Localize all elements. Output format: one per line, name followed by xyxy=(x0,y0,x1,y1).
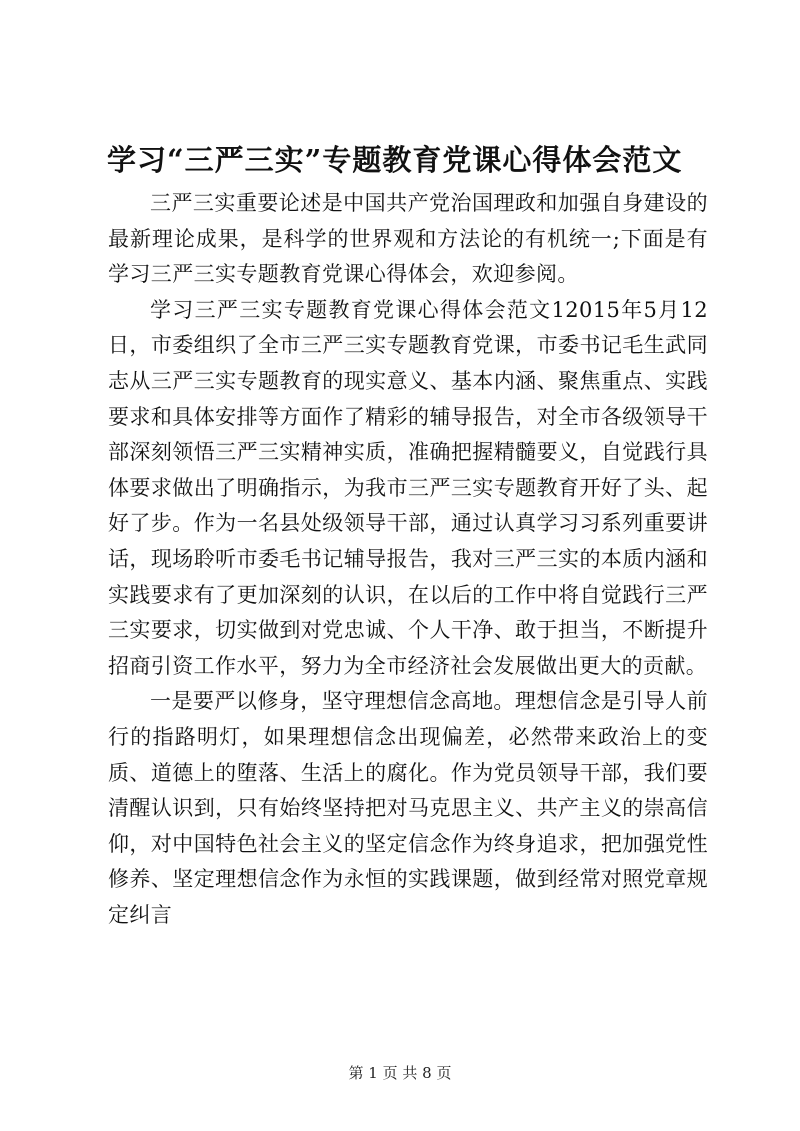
paragraph-main: 学习三严三实专题教育党课心得体会范文12015年5月12日，市委组织了全市三严三实专题教育党课，市委书记毛生武同志从三严三实专题教育的现实意义、基本内涵、聚焦重点、实践要求和具体安排等方面作了精彩的辅导报告，对全市各级领导干部深刻领悟三严三实精神实质，准确把握精髓要义，自觉践行具体要求做出了明确指示，为我市三严三实专题教育开好了头、起好了步。作为一名县处级领导干部，通过认真学习习系列重要讲话，现场聆听市委毛书记辅导报告，我对三严三实的本质内涵和实践要求有了更加深刻的认识，在以后的工作中将自觉践行三严三实要求，切实做到对党忠诚、个人干净、敢于担当，不断提升招商引资工作水平，努力为全市经济社会发展做出更大的贡献。 xyxy=(108,297,708,678)
page-footer: 第 1 页 共 8 页 xyxy=(348,1064,452,1082)
paragraph-intro: 三严三实重要论述是中国共产党治国理政和加强自身建设的最新理论成果，是科学的世界观和方法论的有机统一;下面是有学习三严三实专题教育党课心得体会，欢迎参阅。 xyxy=(108,191,708,287)
document-title: 学习“三严三实”专题教育党课心得体会范文 xyxy=(107,143,683,177)
paragraph-point-one: 一是要严以修身，坚守理想信念高地。理想信念是引导人前行的指路明灯，如果理想信念出现偏差，必然带来政治上的变质、道德上的堕落、生活上的腐化。作为党员领导干部，我们要清醒认识到，只有始终坚持把对马克思主义、共产主义的崇高信仰，对中国特色社会主义的坚定信念作为终身追求，把加强党性修养、坚定理想信念作为永恒的实践课题，做到经常对照党章规定纠言 xyxy=(108,689,708,927)
document-body xyxy=(108,186,708,933)
